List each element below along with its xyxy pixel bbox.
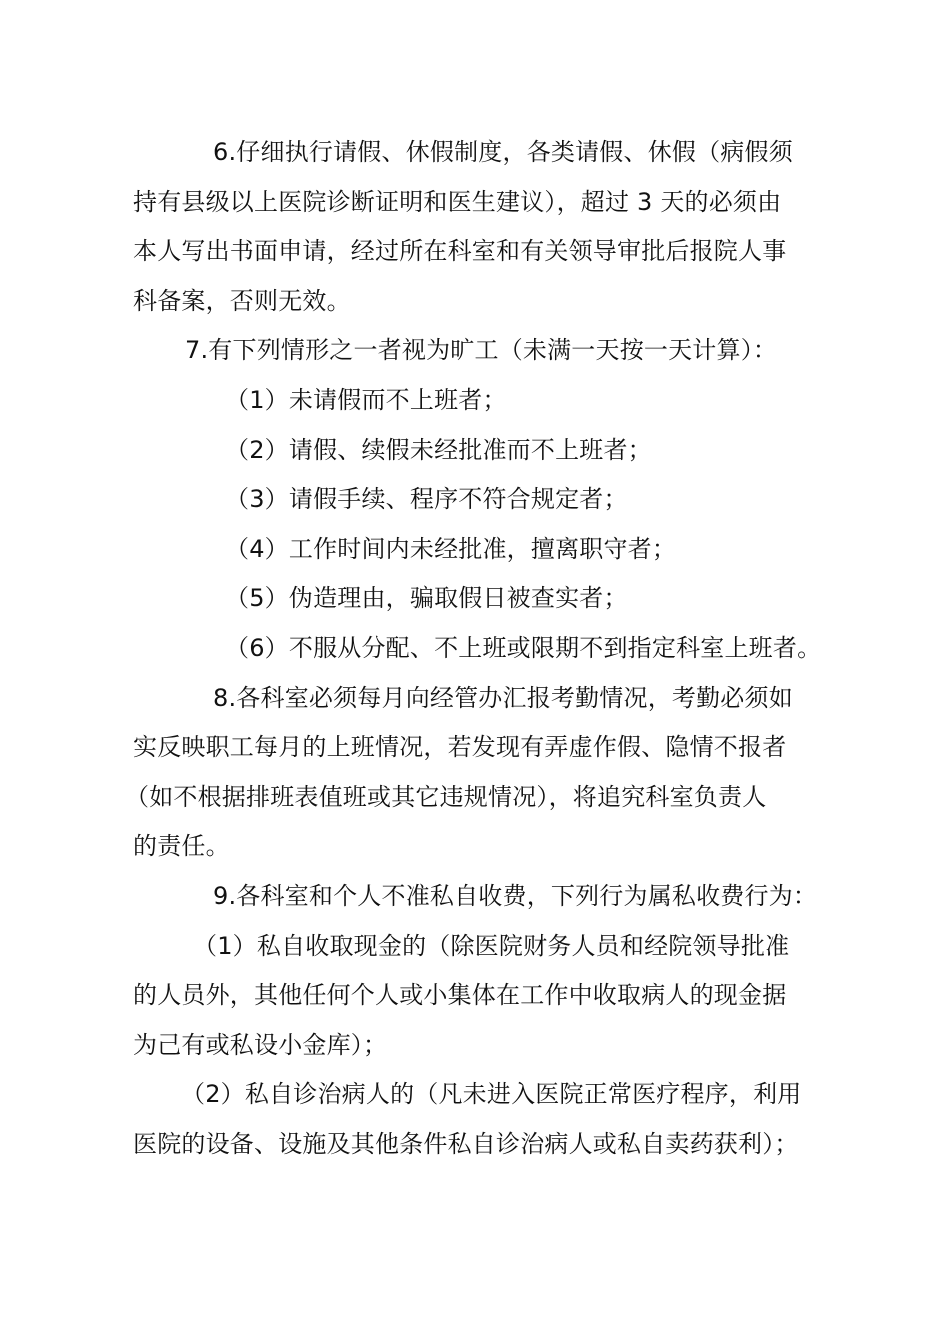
paragraph-8-line-1: 8.各科室必须每月向经管办汇报考勤情况，考勤必须如 [213,683,793,712]
list-item-7-2: （2）请假、续假未经批准而不上班者； [225,435,652,464]
list-item-9-2-line-2: 医院的设备、设施及其他条件私自诊治病人或私自卖药获利）； [133,1129,799,1158]
document-body [125,128,833,1169]
list-item-9-1-line-1: （1）私自收取现金的（除医院财务人员和经院领导批准 [193,931,790,960]
paragraph-7-line-1: 7.有下列情形之一者视为旷工（未满一天按一天计算）： [185,336,778,365]
paragraph-8-line-4: 的责任。 [133,832,230,861]
list-item-7-4: （4）工作时间内未经批准，擅离职守者； [225,534,677,563]
paragraph-8-line-3: （如不根据排班表值班或其它违规情况），将追究科室负责人 [125,782,767,811]
paragraph-6-line-2: 持有县级以上医院诊断证明和医生建议），超过 3 天的必须由 [133,187,782,216]
paragraph-9-line-1: 9.各科室和个人不准私自收费，下列行为属私收费行为： [213,881,818,910]
list-item-9-1-line-3: 为己有或私设小金库）； [133,1030,388,1059]
list-item-7-1: （1）未请假而不上班者； [225,385,507,414]
list-item-7-5: （5）伪造理由，骗取假日被查实者； [225,584,628,613]
paragraph-6-line-3: 本人写出书面申请，经过所在科室和有关领导审批后报院人事 [133,237,787,266]
paragraph-6-line-1: 6.仔细执行请假、休假制度，各类请假、休假（病假须 [213,138,793,166]
list-item-7-3: （3）请假手续、程序不符合规定者； [225,485,628,514]
paragraph-8-line-2: 实反映职工每月的上班情况，若发现有弄虚作假、隐情不报者 [133,733,787,762]
paragraph-6-line-4: 科备案，否则无效。 [133,286,351,315]
list-item-9-1-line-2: 的人员外，其他任何个人或小集体在工作中收取病人的现金据 [133,981,787,1010]
list-item-7-6: （6）不服从分配、不上班或限期不到指定科室上班者。 [225,633,822,662]
list-item-9-2-line-1: （2）私自诊治病人的（凡未进入医院正常医疗程序，利用 [181,1080,802,1109]
